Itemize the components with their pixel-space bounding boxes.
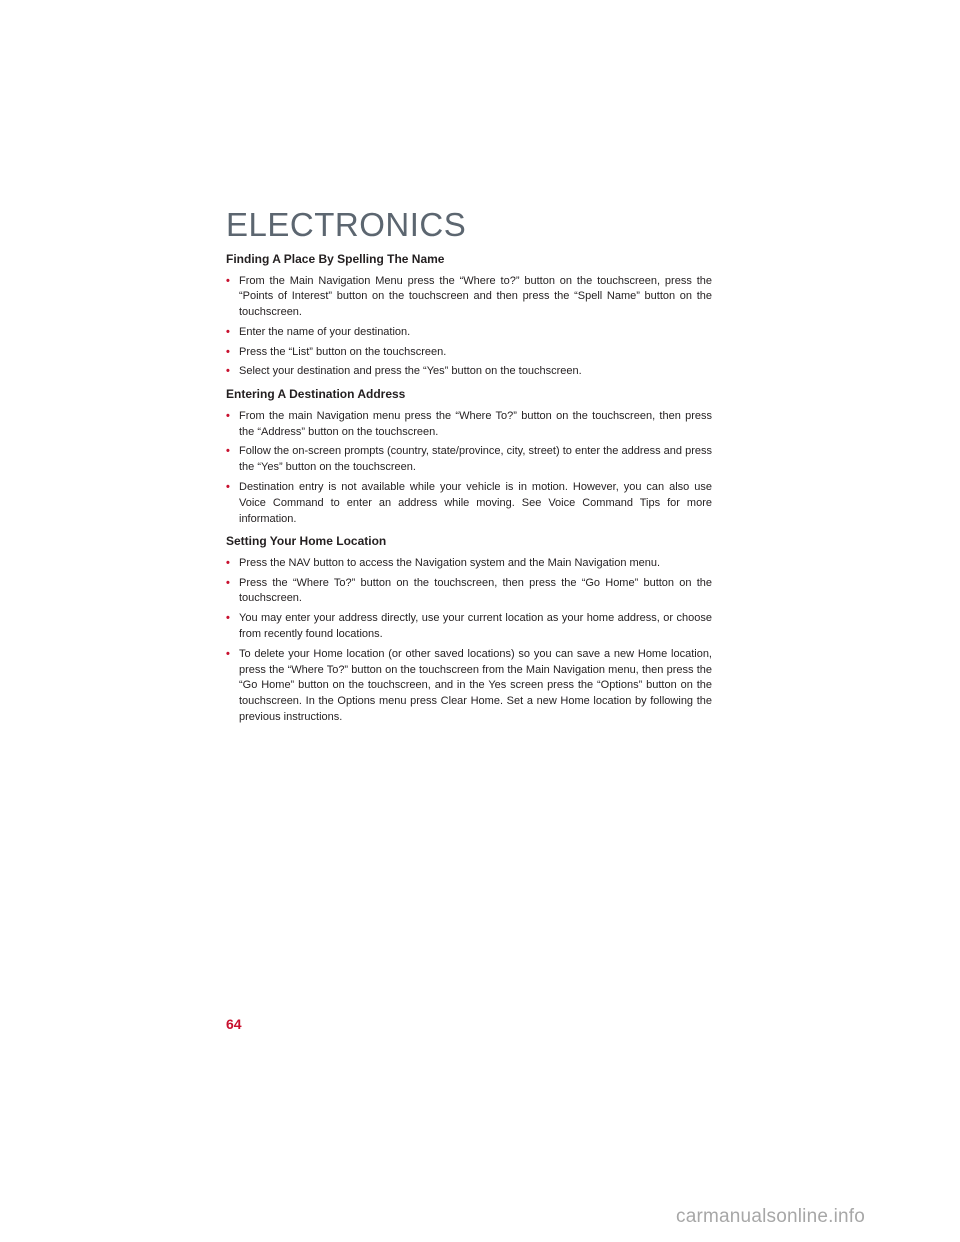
bullet-icon: •	[226, 480, 230, 493]
list-item: • Press the “List” button on the touchscreen.	[226, 345, 712, 361]
list-item: • From the Main Navigation Menu press the “Where to?” button on the touchscreen, press the “Points of Interest” button on the touchscreen and then press the “Spell Name” button on the touchscreen.	[226, 274, 712, 319]
list-item: • You may enter your address directly, use your current location as your home address, or choose from recently found locations.	[226, 612, 712, 641]
sub-heading-home-location: Setting Your Home Location	[226, 534, 387, 549]
watermark-text: carmanualsonline.info	[676, 1206, 866, 1227]
bullet-icon: •	[226, 409, 230, 422]
bullet-icon: •	[226, 325, 230, 338]
list-item: • Press the “Where To?” button on the touchscreen, then press the “Go Home” button on the touchscreen.	[226, 576, 712, 605]
list-item: • To delete your Home location (or other saved locations) so you can save a new Home location, press the “Where To?” button on the touchscreen from the Main Navigation menu, then press the “Go Home” button on the touchscreen, and in the Yes screen press the “Options” button on the touchscreen. In the Options menu press Clear Home. Set a new Home location by following the previous instructions.	[226, 647, 712, 724]
bullet-icon: •	[226, 612, 230, 625]
bullet-icon: •	[226, 647, 230, 660]
list-item: • From the main Navigation menu press the “Where To?” button on the touchscreen, then press the “Address” button on the touchscreen.	[226, 409, 712, 438]
bullet-icon: •	[226, 576, 230, 589]
list-item: • Enter the name of your destination.	[226, 325, 712, 341]
bullet-icon: •	[226, 274, 230, 287]
bullet-icon: •	[226, 556, 230, 569]
list-item: • Select your destination and press the “Yes” button on the touchscreen.	[226, 364, 712, 380]
list-item: • Follow the on-screen prompts (country, state/province, city, street) to enter the address and press the “Yes” button on the touchscreen.	[226, 445, 712, 474]
bullet-icon: •	[226, 445, 230, 458]
page-number: 64	[226, 1016, 242, 1032]
list-item: • Destination entry is not available while your vehicle is in motion. However, you can also use Voice Command to enter an address while moving. See Voice Command Tips for more information.	[226, 480, 712, 525]
bullet-icon: •	[226, 345, 230, 358]
bullet-icon: •	[226, 365, 230, 378]
sub-heading-destination-address: Entering A Destination Address	[226, 387, 406, 402]
bullet-list-destination-address	[226, 409, 712, 528]
section-title: ELECTRONICS	[226, 206, 467, 243]
bullet-list-home-location	[226, 556, 712, 726]
bullet-list-spell-name	[226, 274, 712, 381]
list-item: • Press the NAV button to access the Navigation system and the Main Navigation menu.	[226, 556, 712, 572]
sub-heading-spell-name: Finding A Place By Spelling The Name	[226, 252, 445, 266]
manual-content	[226, 252, 712, 733]
